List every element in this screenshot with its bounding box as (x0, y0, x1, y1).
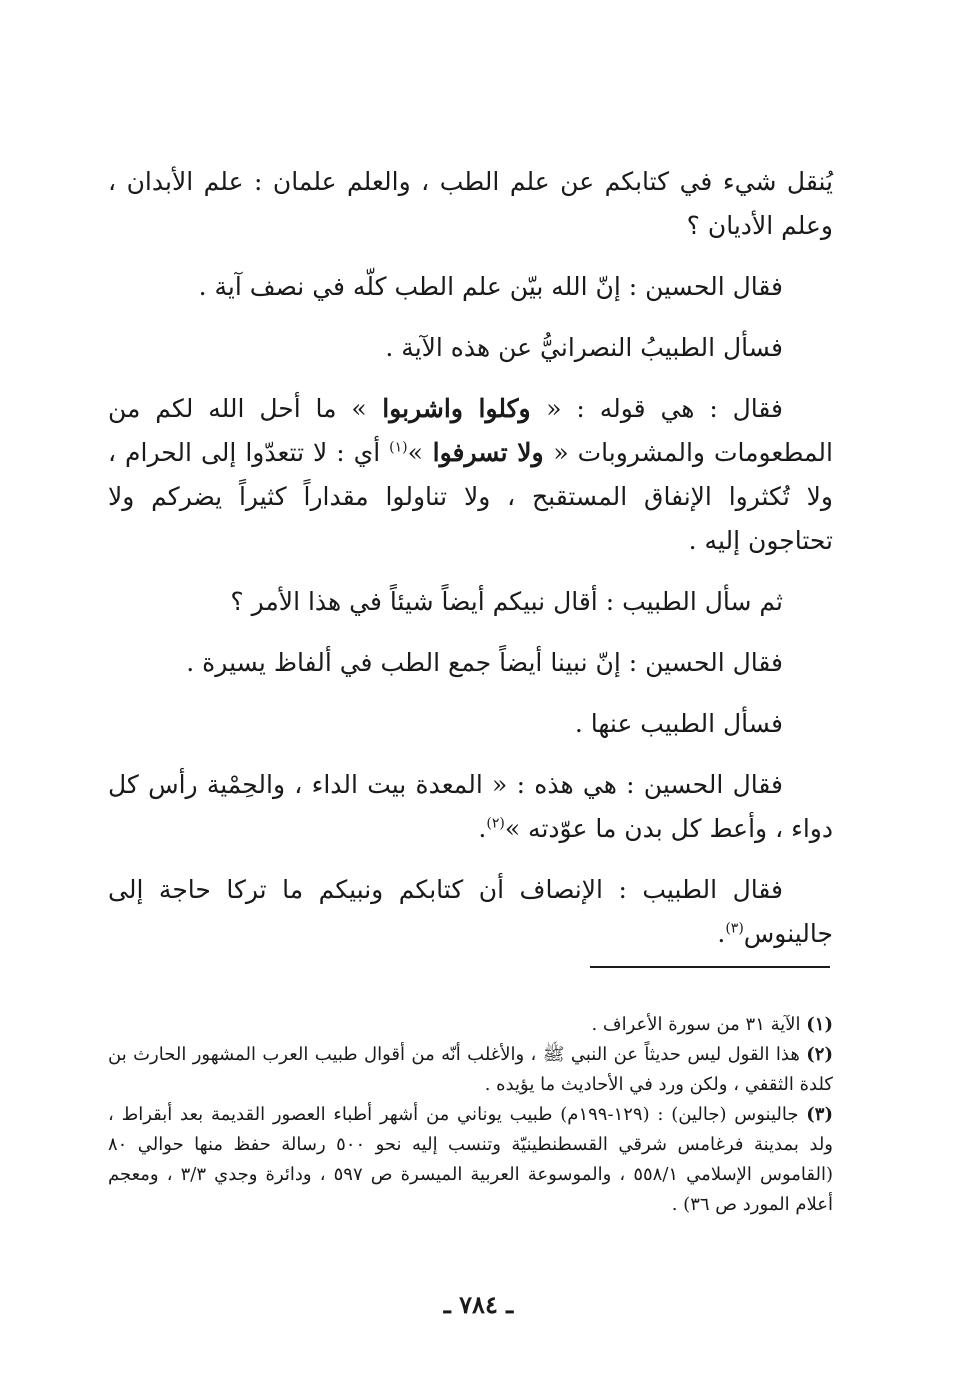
p4-part-e: » (407, 438, 423, 467)
footnote-ref-1[interactable]: (١) (389, 439, 408, 456)
quran-quote-1: وكلوا واشربوا (366, 394, 547, 423)
paragraph-9 (108, 868, 833, 956)
p8-part-b: . (478, 814, 487, 843)
p4-part-a: فقال : هي قوله : « (546, 394, 783, 423)
footnote-2 (108, 1040, 833, 1100)
footnote-number: (٢) (806, 1044, 833, 1065)
footnote-number: (١) (806, 1014, 833, 1035)
p4-part-f: أي : لا تتعدّوا إلى الحرام ، ولا تُكثروا الإنفاق المستقبح ، ولا تناولوا مقداراً كثيراً يضركم ولا تحتاجون إليه . (108, 438, 833, 555)
p9-part-a: فقال الطبيب : الإنصاف أن كتابكم ونبيكم ما تركا حاجة إلى جالينوس (108, 875, 833, 948)
paragraph-8 (108, 763, 833, 851)
footnote-3 (108, 1100, 833, 1220)
footnote-number: (٣) (806, 1104, 833, 1125)
footnotes (108, 1010, 833, 1220)
footnote-text: جالينوس (جالين) : (١٢٩-١٩٩م) طبيب يوناني من أشهر أطباء العصور القديمة بعد أبقراط ، ولد بمدينة فرغامس شرقي القسطنطينيّة وتنسب إليه نحو ٥٠٠ رسالة حفظ منها حوالي ٨٠ (القاموس الإسلامي ٥٥٨/١ ، والموسوعة العربية الميسرة ص ٥٩٧ ، ودائرة وجدي ٣/٣ ، ومعجم أعلام المورد ص ٣٦) . (108, 1104, 834, 1215)
paragraph-5: ثم سأل الطبيب : أقال نبيكم أيضاً شيئاً في هذا الأمر ؟ (230, 587, 783, 616)
paragraph-6: فقال الحسين : إنّ نبينا أيضاً جمع الطب في ألفاظ يسيرة . (186, 648, 783, 677)
footnote-1 (108, 1010, 833, 1040)
p9-part-b: . (717, 919, 726, 948)
paragraph-1: يُنقل شيء في كتابكم عن علم الطب ، والعلم علمان : علم الأبدان ، وعلم الأديان ؟ (108, 167, 833, 240)
paragraph-7: فسأل الطبيب عنها . (574, 709, 783, 738)
page-number: ـ ٧٨٤ ـ (443, 1290, 514, 1319)
main-text (108, 160, 833, 973)
paragraph-4 (108, 387, 833, 563)
footnote-ref-3[interactable]: (٣) (725, 920, 744, 937)
p4-part-c: » ما أحل الله لكم من المطعومات والمشروبات « (108, 394, 833, 467)
footnote-separator (590, 966, 830, 968)
footnote-text: الآية ٣١ من سورة الأعراف . (591, 1014, 807, 1035)
paragraph-2: فقال الحسين : إنّ الله بيّن علم الطب كلّه في نصف آية . (198, 272, 783, 301)
footnote-ref-2[interactable]: (٢) (486, 815, 505, 832)
paragraph-3: فسأل الطبيبُ النصرانيُّ عن هذه الآية . (385, 333, 783, 362)
quran-quote-2: ولا تسرفوا (422, 438, 554, 467)
p8-part-a: فقال الحسين : هي هذه : « المعدة بيت الداء ، والحِمْية رأس كل دواء ، وأعط كل بدن ما عوّدته » (108, 770, 833, 843)
footnote-text: هذا القول ليس حديثاً عن النبي ﷺ ، والأغلب أنّه من أقوال طبيب العرب المشهور الحارث بن كلدة الثقفي ، ولكن ورد في الأحاديث ما يؤيده . (108, 1044, 833, 1095)
